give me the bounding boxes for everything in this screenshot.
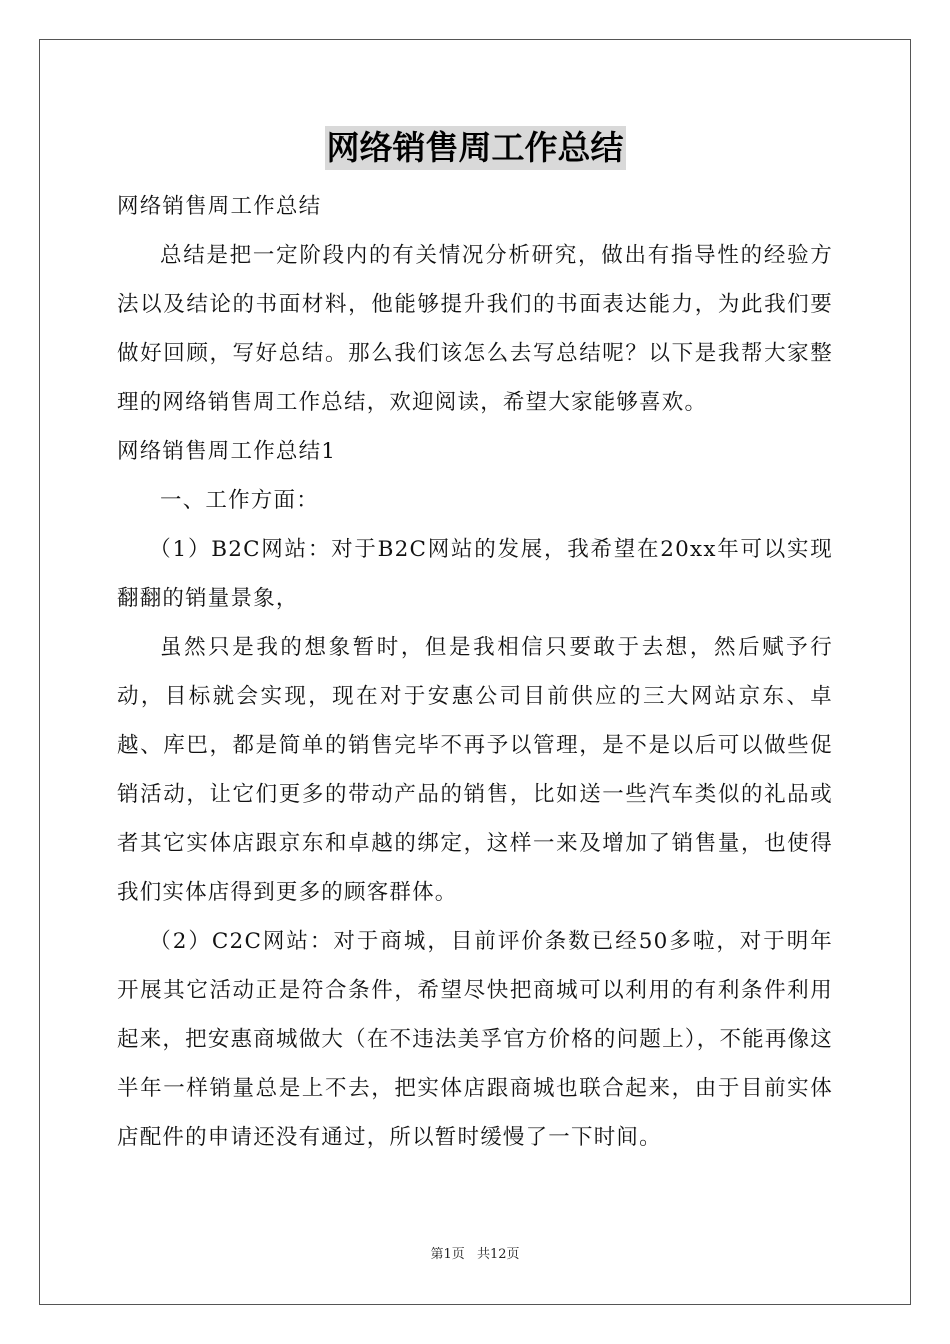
document-body (117, 182, 833, 1162)
section-heading: 网络销售周工作总结1 (117, 439, 337, 464)
c2c-paragraph: （2）C2C网站：对于商城，目前评价条数已经50多啦，对于明年开展其它活动正是符合条件，希望尽快把商城可以利用的有利条件利用起来，把安惠商城做大（在不违法美孚官方价格的问题上），不能再像这半年一样销量总是上不去，把实体店跟商城也联合起来，由于目前实体店配件的申请还没有通过，所以暂时缓慢了一下时间。 (117, 929, 833, 1150)
document-title: 网络销售周工作总结 (325, 126, 626, 170)
work-aspect-heading: 一、工作方面： (160, 488, 319, 513)
subtitle-paragraph: 网络销售周工作总结 (117, 194, 322, 219)
title-container (0, 126, 950, 170)
b2c-detail-paragraph: 虽然只是我的想象暂时，但是我相信只要敢于去想，然后赋予行动，目标就会实现，现在对于安惠公司目前供应的三大网站京东、卓越、库巴，都是简单的销售完毕不再予以管理，是不是以后可以做些促销活动，让它们更多的带动产品的销售，比如送一些汽车类似的礼品或者其它实体店跟京东和卓越的绑定，这样一来及增加了销售量，也使得我们实体店得到更多的顾客群体。 (117, 635, 833, 905)
page-footer (0, 1246, 950, 1264)
page-number-total: 共12页 (476, 1247, 520, 1262)
page-number-current: 第1页 (430, 1247, 465, 1262)
b2c-paragraph: （1）B2C网站：对于B2C网站的发展，我希望在20xx年可以实现翻翻的销量景象， (117, 537, 833, 611)
intro-paragraph: 总结是把一定阶段内的有关情况分析研究，做出有指导性的经验方法以及结论的书面材料，他能够提升我们的书面表达能力，为此我们要做好回顾，写好总结。那么我们该怎么去写总结呢？以下是我帮大家整理的网络销售周工作总结，欢迎阅读，希望大家能够喜欢。 (117, 243, 833, 415)
